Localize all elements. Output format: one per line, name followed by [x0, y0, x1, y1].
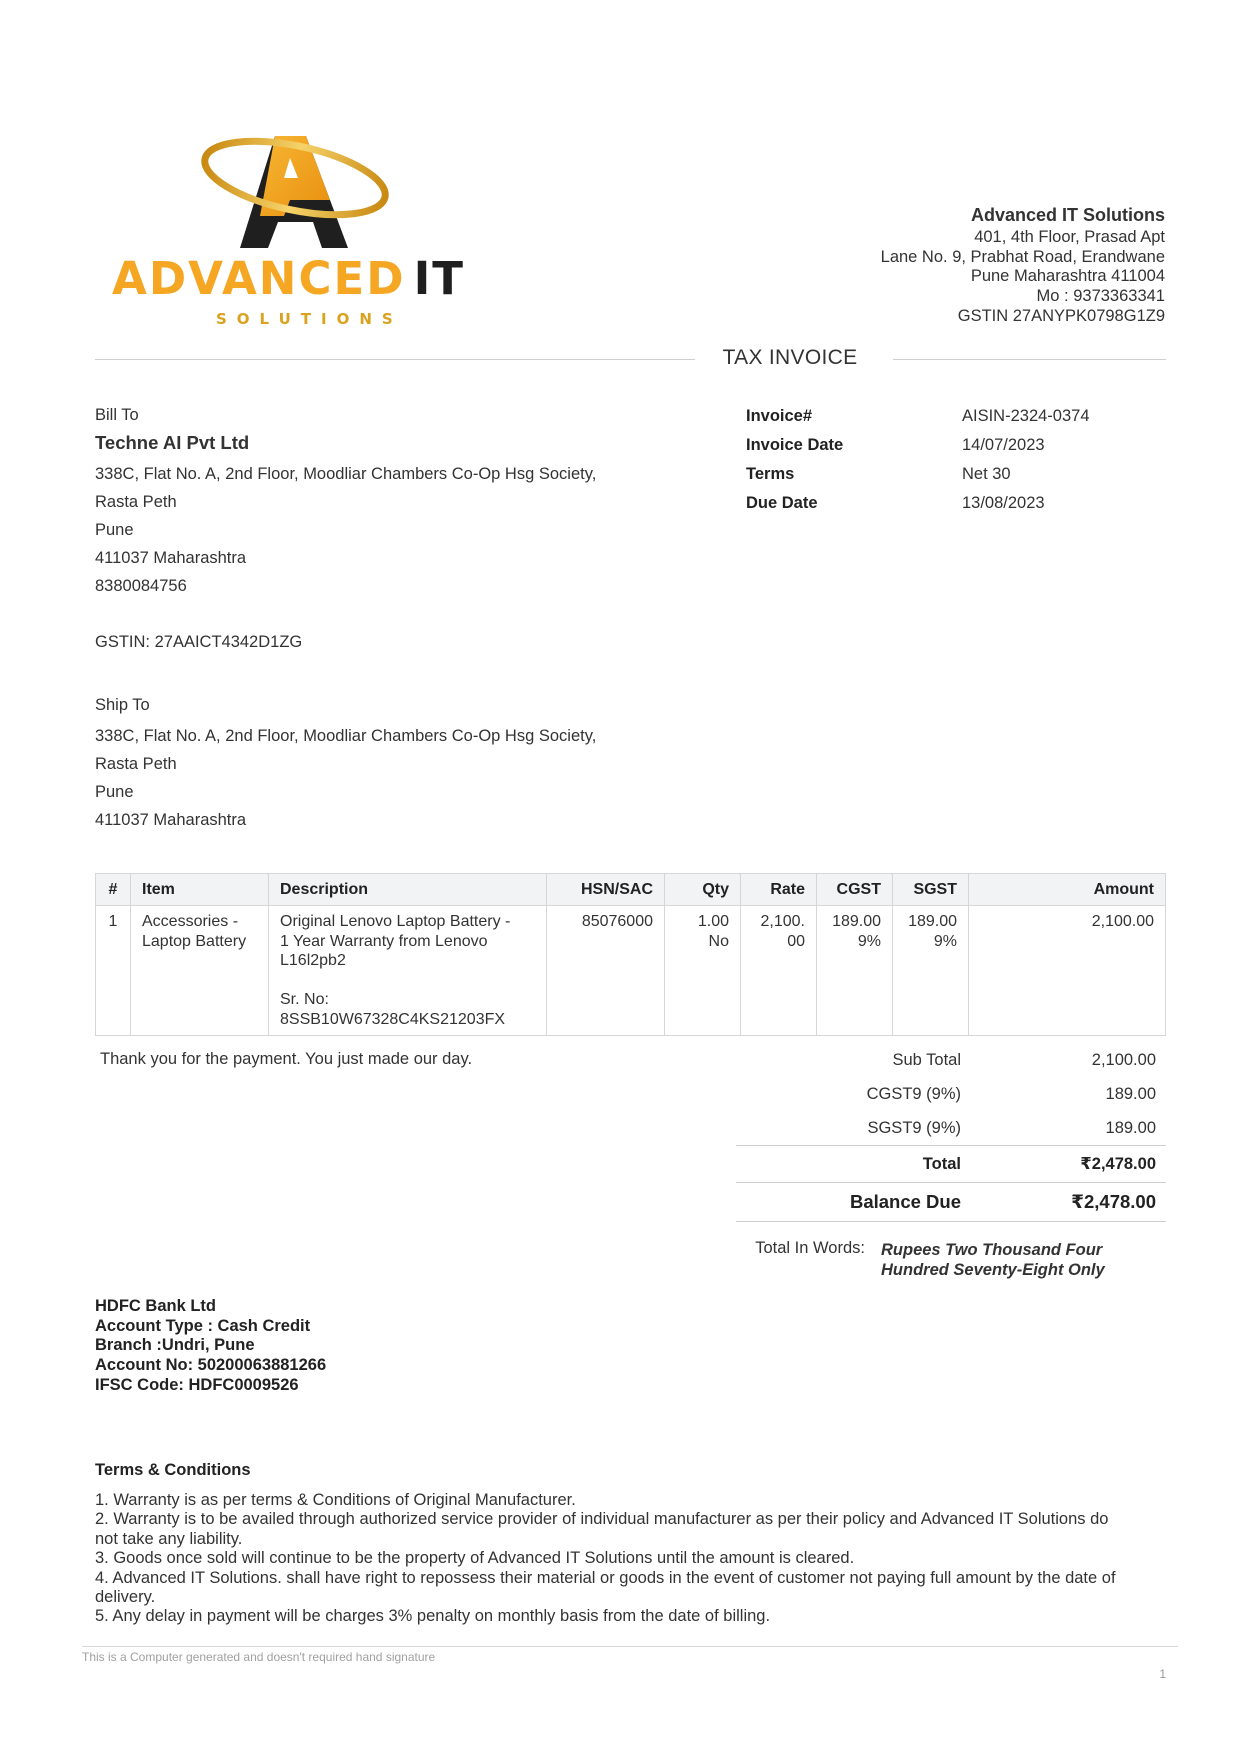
bill-to-address-line: Pune [95, 521, 134, 539]
footer-divider [82, 1646, 1178, 1647]
sgst-total-value: 189.00 [1105, 1118, 1156, 1137]
invoice-meta [746, 407, 1090, 523]
sgst-total-row [736, 1111, 1166, 1145]
bill-to-section [95, 406, 596, 656]
subtotal-value: 2,100.00 [1091, 1050, 1156, 1069]
title-divider-left [95, 359, 695, 360]
quantity-value: 1.00 [697, 913, 729, 930]
invoice-number-row [746, 407, 1090, 436]
col-header-sgst: SGST [893, 874, 969, 906]
cgst-rate: 9% [857, 932, 881, 950]
bill-to-gstin: GSTIN: 27AAICT4342D1ZG [95, 633, 303, 651]
col-header-description: Description [269, 874, 547, 906]
item-description [269, 906, 547, 1036]
customer-name: Techne AI Pvt Ltd [95, 432, 250, 453]
item-name-line: Laptop Battery [142, 932, 247, 950]
ship-to-section [95, 696, 596, 834]
meta-key: Invoice# [746, 407, 813, 425]
cgst-total-label: CGST9 (9%) [866, 1084, 961, 1103]
terms-item: 3. Goods once sold will continue to be the property of Advanced IT Solutions until the amount is cleared. [95, 1549, 855, 1568]
total-label: Total [922, 1154, 961, 1173]
description-line: 1 Year Warranty from Lenovo [280, 932, 488, 950]
cgst [817, 906, 893, 1036]
total-value: ₹2,478.00 [1080, 1155, 1156, 1173]
logo-wordmark: ADVANCED IT [112, 252, 466, 305]
item-name [131, 906, 269, 1036]
ship-to-address-line: 338C, Flat No. A, 2nd Floor, Moodliar Chambers Co-Op Hsg Society, [95, 727, 597, 745]
words-line: Rupees Two Thousand Four [881, 1241, 1103, 1259]
cgst-total-row [736, 1077, 1166, 1111]
totals-section [736, 1043, 1166, 1222]
description-spacer [280, 971, 535, 991]
logo-a-ring-icon [200, 128, 390, 253]
bill-to-address-line: 411037 Maharashtra [95, 549, 247, 567]
col-header-rate: Rate [741, 874, 817, 906]
terms-item: 1. Warranty is as per terms & Conditions of Original Manufacturer. [95, 1491, 576, 1509]
terms-item: 2. Warranty is to be availed through authorized service provider of individual manufacturer as per their policy and Advanced IT Solutions do [95, 1510, 1109, 1529]
sgst-total-label: SGST9 (9%) [867, 1118, 961, 1137]
sgst-rate: 9% [933, 932, 957, 950]
company-address-line: 401, 4th Floor, Prasad Apt [974, 227, 1165, 246]
total-row [736, 1145, 1166, 1182]
bill-to-phone: 8380084756 [95, 577, 187, 595]
terms-item: 4. Advanced IT Solutions. shall have right to repossess their material or goods in the event of customer not paying full amount by the date of [95, 1568, 1116, 1587]
line-items-table [95, 873, 1166, 1036]
ship-to-label: Ship To [95, 696, 150, 714]
ship-to-address-line: Rasta Peth [95, 755, 177, 773]
terms-item: not take any liability. [95, 1529, 243, 1548]
col-header-item: Item [131, 874, 269, 906]
footer-note: This is a Computer generated and doesn't required hand signature [82, 1650, 436, 1664]
terms-row [746, 465, 1090, 494]
thank-you-note: Thank you for the payment. You just made our day. [100, 1050, 473, 1068]
cgst-total-value: 189.00 [1105, 1084, 1156, 1103]
invoice-number: AISIN-2324-0374 [962, 407, 1090, 425]
company-logo [112, 128, 472, 328]
col-header-hsn: HSN/SAC [547, 874, 665, 906]
serial-number: 8SSB10W67328C4KS21203FX [280, 1010, 506, 1028]
company-address-line: Pune Maharashtra 411004 [970, 267, 1165, 286]
cgst-amount: 189.00 [832, 913, 881, 930]
logo-tagline: SOLUTIONS [216, 310, 403, 328]
quantity [665, 906, 741, 1036]
words-line: Hundred Seventy-Eight Only [881, 1260, 1105, 1279]
table-header-row [96, 874, 1166, 906]
bill-to-address-line: Rasta Peth [95, 493, 177, 511]
company-address-block [881, 206, 1165, 327]
account-number: Account No: 50200063881266 [95, 1356, 327, 1375]
page-number: 1 [1159, 1667, 1166, 1681]
terms-item: delivery. [95, 1588, 156, 1607]
balance-due-value: ₹2,478.00 [1071, 1191, 1156, 1212]
invoice-date: 14/07/2023 [962, 436, 1045, 454]
total-in-words-value [881, 1239, 1166, 1280]
title-divider-right [893, 359, 1166, 360]
description-line: L16l2pb2 [280, 952, 346, 969]
document-title: TAX INVOICE [722, 346, 858, 369]
terms-item: 5. Any delay in payment will be charges 3% penalty on monthly basis from the date of billing. [95, 1607, 771, 1626]
account-type: Account Type : Cash Credit [95, 1316, 311, 1335]
company-phone: Mo : 9373363341 [1036, 287, 1165, 306]
due-date: 13/08/2023 [962, 494, 1045, 512]
company-gstin: GSTIN 27ANYPK0798G1Z9 [957, 306, 1165, 325]
ship-to-address-line: 411037 Maharashtra [95, 811, 247, 829]
ifsc-code: IFSC Code: HDFC0009526 [95, 1375, 299, 1394]
subtotal-label: Sub Total [892, 1050, 961, 1069]
bill-to-address-line: 338C, Flat No. A, 2nd Floor, Moodliar Chambers Co-Op Hsg Society, [95, 465, 597, 483]
total-in-words-label: Total In Words: [755, 1239, 865, 1257]
description-line: Original Lenovo Laptop Battery - [280, 913, 511, 930]
bank-name: HDFC Bank Ltd [95, 1297, 216, 1315]
bill-to-label: Bill To [95, 406, 139, 424]
meta-key: Invoice Date [746, 436, 844, 454]
terms-heading: Terms & Conditions [95, 1461, 251, 1479]
ship-to-address-line: Pune [95, 783, 134, 801]
serial-label: Sr. No: [280, 991, 329, 1008]
meta-key: Terms [746, 465, 795, 483]
company-name: Advanced IT Solutions [970, 205, 1165, 225]
col-header-cgst: CGST [817, 874, 893, 906]
col-header-qty: Qty [665, 874, 741, 906]
rate-line: 00 [787, 932, 805, 950]
rate-line: 2,100. [760, 913, 805, 930]
col-header-amount: Amount [969, 874, 1166, 906]
bank-details [95, 1297, 326, 1396]
bank-branch: Branch :Undri, Pune [95, 1336, 255, 1355]
rate [741, 906, 817, 1036]
meta-key: Due Date [746, 494, 818, 512]
balance-due-label: Balance Due [849, 1191, 961, 1212]
sgst-amount: 189.00 [908, 913, 957, 930]
terms-and-conditions [95, 1461, 1166, 1627]
row-number: 1 [96, 906, 131, 1036]
item-name-line: Accessories - [142, 913, 239, 930]
company-address-line: Lane No. 9, Prabhat Road, Erandwane [880, 247, 1165, 266]
total-in-words [736, 1239, 1166, 1280]
balance-due-row [736, 1182, 1166, 1222]
payment-terms: Net 30 [962, 465, 1011, 483]
quantity-unit: No [708, 932, 729, 950]
col-header-number: # [96, 874, 131, 906]
due-date-row [746, 494, 1090, 523]
sgst [893, 906, 969, 1036]
invoice-date-row [746, 436, 1090, 465]
subtotal-row [736, 1043, 1166, 1077]
line-amount: 2,100.00 [969, 906, 1166, 1036]
hsn-code: 85076000 [547, 906, 665, 1036]
table-row [96, 906, 1166, 1036]
